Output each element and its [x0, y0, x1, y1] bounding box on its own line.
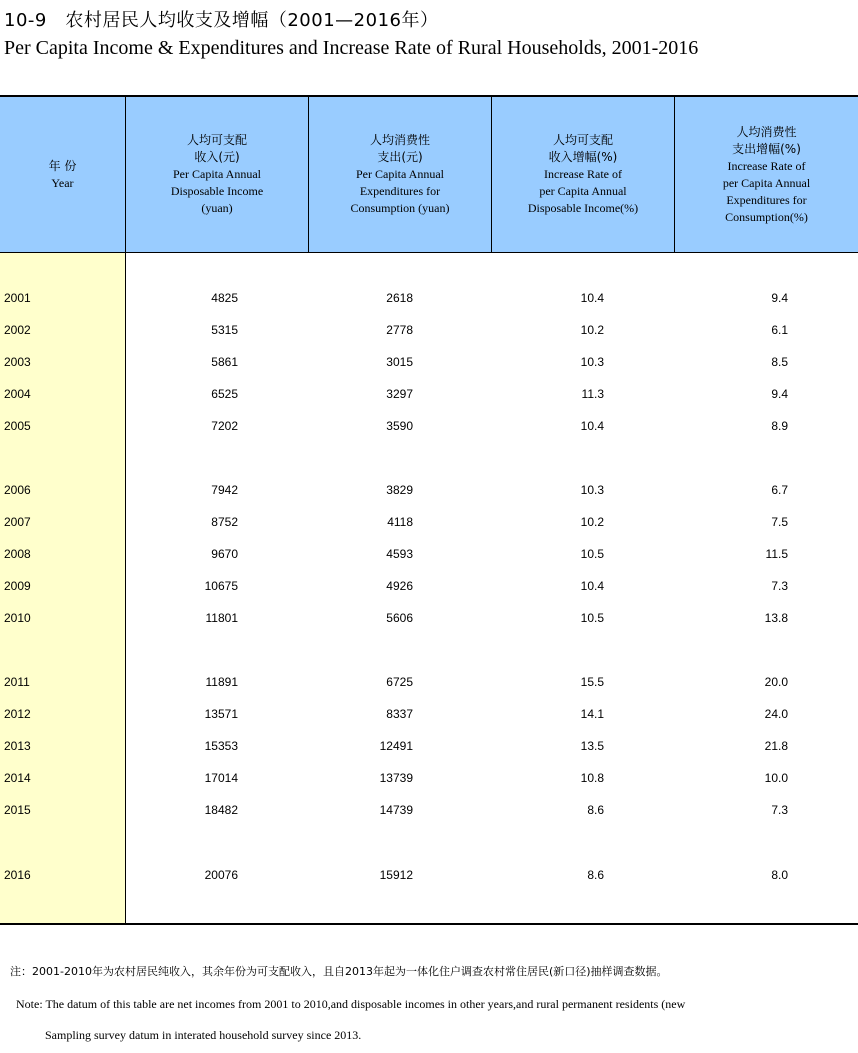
- cell-income-rate: 10.4: [580, 291, 604, 305]
- cell-income: 20076: [204, 868, 238, 882]
- cell-expenditure: 3297: [386, 387, 413, 401]
- cell-income-rate: 8.6: [587, 868, 604, 882]
- header-year-en: Year: [51, 175, 74, 190]
- header-expend-en3: Consumption (yuan): [350, 201, 450, 215]
- cell-year: 2015: [4, 803, 31, 817]
- cell-income: 18482: [204, 803, 238, 817]
- header-income-rate-zh2: 收入增幅(%): [548, 150, 618, 164]
- header-year-zh: 年 份: [48, 158, 77, 173]
- header-income-en1: Per Capita Annual: [173, 167, 261, 181]
- cell-income-rate: 13.5: [580, 739, 604, 753]
- cell-expenditure: 3829: [386, 483, 413, 497]
- note-en-line2: Sampling survey datum in interated household survey since 2013.: [45, 1028, 362, 1042]
- cell-income: 6525: [211, 387, 238, 401]
- cell-year: 2002: [4, 323, 31, 337]
- table-row: [0, 764, 858, 796]
- cell-expenditure: 3015: [386, 355, 413, 369]
- cell-expenditure: 2778: [386, 323, 413, 337]
- cell-expenditure: 4118: [387, 515, 413, 529]
- cell-year: 2013: [4, 739, 31, 753]
- cell-income-rate: 14.1: [580, 707, 604, 721]
- cell-income-rate: 8.6: [587, 803, 604, 817]
- cell-expenditure-rate: 13.8: [764, 611, 788, 625]
- table-row: [0, 861, 858, 893]
- cell-expenditure: 6725: [386, 675, 413, 689]
- cell-year: 2010: [4, 611, 31, 625]
- table-row: [0, 796, 858, 828]
- cell-income-rate: 15.5: [580, 675, 604, 689]
- table-row: [0, 284, 858, 316]
- page-title-en: Per Capita Income & Expenditures and Increase Rate of Rural Households, 2001-2016: [4, 37, 699, 59]
- cell-expenditure-rate: 8.5: [771, 355, 788, 369]
- cell-income: 11891: [205, 675, 238, 689]
- cell-income: 15353: [204, 739, 238, 753]
- cell-expenditure-rate: 7.3: [771, 803, 788, 817]
- header-expend-zh1: 人均消费性: [369, 133, 430, 147]
- cell-income-rate: 10.3: [580, 355, 604, 369]
- header-expend-rate-en4: Consumption(%): [725, 209, 808, 224]
- header-income-rate-en2: per Capita Annual: [539, 184, 627, 198]
- cell-year: 2006: [4, 483, 31, 497]
- header-income-rate-en3: Disposable Income(%): [527, 201, 639, 215]
- data-table: [0, 95, 858, 925]
- header-income-zh1: 人均可支配: [186, 133, 247, 147]
- cell-expenditure-rate: 20.0: [764, 675, 788, 689]
- header-bottom-rule: [0, 252, 858, 253]
- header-income-zh2: 收入(元): [194, 150, 240, 164]
- cell-income: 8752: [211, 515, 238, 529]
- cell-expenditure-rate: 6.1: [771, 323, 788, 337]
- table-row: [0, 732, 858, 764]
- note-en-line1: Note: The datum of this table are net incomes from 2001 to 2010,and disposable incomes in other years,and rural permanent residents (new: [16, 997, 686, 1011]
- cell-year: 2016: [4, 868, 31, 882]
- cell-year: 2005: [4, 419, 31, 433]
- cell-expenditure: 15912: [379, 868, 413, 882]
- cell-income: 7202: [211, 419, 238, 433]
- header-income-rate-en1: Increase Rate of: [544, 167, 622, 181]
- cell-income: 5861: [211, 355, 238, 369]
- table-row: [0, 572, 858, 604]
- header-expend-rate-en3: Expenditures for: [726, 192, 807, 207]
- cell-income: 11801: [205, 611, 238, 625]
- cell-year: 2004: [4, 387, 31, 401]
- cell-expenditure-rate: 7.3: [771, 579, 788, 593]
- cell-expenditure-rate: 7.5: [771, 515, 788, 529]
- note-zh: 注：2001-2010年为农村居民纯收入，其余年份为可支配收入，且自2013年起为一体化住户调查农村常住居民(新口径)抽样调查数据。: [10, 965, 668, 978]
- cell-year: 2003: [4, 355, 31, 369]
- table-row: [0, 348, 858, 380]
- header-income-rate-zh1: 人均可支配: [552, 133, 613, 147]
- cell-income-rate: 10.4: [580, 579, 604, 593]
- cell-expenditure: 8337: [386, 707, 413, 721]
- cell-income: 9670: [211, 547, 238, 561]
- header-expend-en1: Per Capita Annual: [356, 167, 444, 181]
- cell-expenditure-rate: 8.0: [771, 868, 788, 882]
- table-row: [0, 380, 858, 412]
- cell-income-rate: 10.3: [580, 483, 604, 497]
- cell-year: 2012: [4, 707, 31, 721]
- table-row: [0, 604, 858, 636]
- cell-expenditure-rate: 6.7: [771, 483, 788, 497]
- header-year: [0, 97, 125, 252]
- header-expend-en2: Expenditures for: [359, 184, 441, 198]
- cell-expenditure-rate: 9.4: [771, 387, 788, 401]
- cell-income-rate: 10.5: [580, 611, 604, 625]
- cell-expenditure-rate: 9.4: [771, 291, 788, 305]
- cell-income-rate: 10.4: [580, 419, 604, 433]
- cell-year: 2001: [4, 291, 31, 305]
- header-expend: [309, 97, 491, 252]
- cell-income-rate: 10.8: [580, 771, 604, 785]
- table-row: [0, 316, 858, 348]
- cell-expenditure: 3590: [386, 419, 413, 433]
- cell-expenditure-rate: 11.5: [765, 547, 788, 561]
- cell-expenditure: 5606: [386, 611, 413, 625]
- table-row: [0, 540, 858, 572]
- header-expend-rate-en2: per Capita Annual: [722, 175, 811, 190]
- header-expend-zh2: 支出(元): [377, 150, 423, 164]
- cell-income-rate: 10.2: [580, 515, 604, 529]
- header-expend-rate-zh2: 支出增幅(%): [732, 141, 801, 156]
- cell-income-rate: 11.3: [581, 387, 604, 401]
- table-row: [0, 668, 858, 700]
- page-title-zh: 10-9 农村居民人均收支及增幅（2001—2016年）: [4, 10, 439, 31]
- table-bottom-rule: [0, 923, 858, 925]
- header-expend-rate-zh1: 人均消费性: [736, 124, 797, 139]
- cell-expenditure: 14739: [379, 803, 413, 817]
- cell-expenditure-rate: 24.0: [764, 707, 788, 721]
- cell-income: 7942: [211, 483, 238, 497]
- cell-income: 5315: [211, 323, 238, 337]
- cell-expenditure: 4593: [386, 547, 413, 561]
- cell-year: 2011: [4, 675, 30, 689]
- header-expend-rate-en1: Increase Rate of: [727, 158, 806, 173]
- cell-year: 2014: [4, 771, 31, 785]
- cell-income: 17014: [204, 771, 238, 785]
- cell-expenditure-rate: 21.8: [764, 739, 788, 753]
- cell-year: 2009: [4, 579, 31, 593]
- header-income-en3: (yuan): [201, 201, 233, 215]
- table-row: [0, 700, 858, 732]
- cell-income-rate: 10.2: [580, 323, 604, 337]
- header-income: [126, 97, 308, 252]
- table-row: [0, 508, 858, 540]
- cell-income: 13571: [204, 707, 238, 721]
- cell-income-rate: 10.5: [580, 547, 604, 561]
- cell-year: 2008: [4, 547, 31, 561]
- cell-income: 4825: [211, 291, 238, 305]
- header-income-rate: [492, 97, 674, 252]
- cell-expenditure-rate: 8.9: [771, 419, 788, 433]
- cell-expenditure-rate: 10.0: [764, 771, 788, 785]
- table-row: [0, 476, 858, 508]
- header-income-en2: Disposable Income: [170, 184, 264, 198]
- cell-expenditure: 13739: [379, 771, 413, 785]
- header-expend-rate: [675, 97, 858, 252]
- cell-income: 10675: [204, 579, 238, 593]
- cell-expenditure: 4926: [386, 579, 413, 593]
- cell-expenditure: 12491: [379, 739, 413, 753]
- table-row: [0, 412, 858, 444]
- cell-year: 2007: [4, 515, 31, 529]
- cell-expenditure: 2618: [386, 291, 413, 305]
